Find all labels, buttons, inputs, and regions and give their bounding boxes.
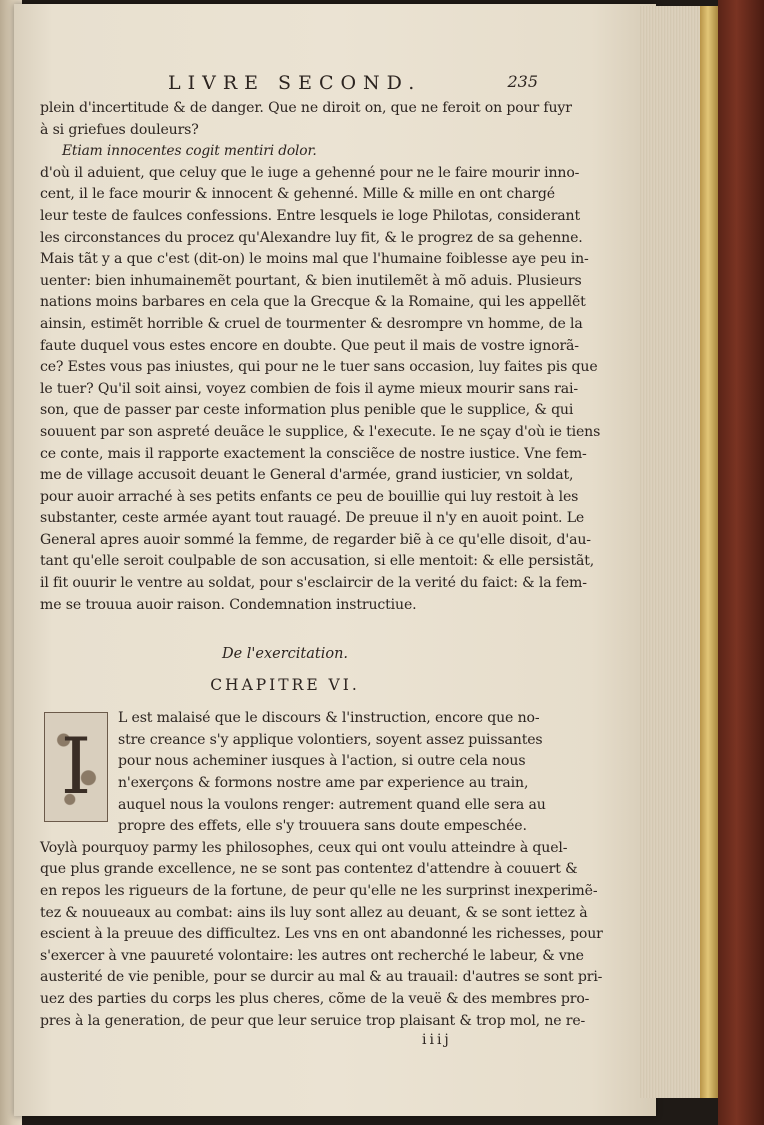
text-line: pour auoir arraché à ses petits enfants ce peu de bouillie qui luy restoit à les [40, 488, 579, 505]
text-line: leur teste de faulces confessions. Entre lesquels ie loge Philotas, considerant [40, 207, 580, 224]
text-line: n'exerçons & formons nostre ame par experience au train, [118, 775, 529, 792]
text-line: s'exercer à vne pauureté volontaire: les autres ont recherché le labeur, & vne [40, 947, 584, 964]
text-line: que plus grande excellence, ne se sont pas contentez d'attendre à couuert & [40, 861, 578, 878]
text-block [40, 72, 603, 1049]
spacer [40, 616, 530, 638]
text-line: son, que de passer par ceste information plus penible que le supplice, & qui [40, 402, 574, 419]
text-line: escient à la preuue des difficultez. Les vns en ont abandonné les richesses, pour [40, 926, 603, 943]
text-line: tez & nouueaux au combat: ains ils luy sont allez au deuant, & se sont iettez à [40, 904, 588, 921]
text-line: les circonstances du procez qu'Alexandre luy fit, & le progrez de sa gehenne. [40, 229, 583, 246]
chapter-heading: CHAPITRE VI. [210, 676, 360, 695]
text-line: Voylà pourquoy parmy les philosophes, ceux qui ont voulu atteindre à quel- [40, 839, 568, 856]
text-line: souuent par son aspreté deuãce le supplice, & l'execute. Ie ne sçay d'où ie tiens [40, 423, 601, 440]
text-line: à si griefues douleurs? [40, 121, 199, 138]
running-head [40, 72, 538, 98]
running-head-title: LIVRE SECOND. [168, 72, 422, 94]
ornamental-initial [44, 712, 108, 822]
text-line: nations moins barbares en cela que la Grecque & la Romaine, qui les appellẽt [40, 294, 586, 311]
text-line: stre creance s'y applique volontiers, soyent assez puissantes [118, 731, 543, 748]
signature-mark: iiij [422, 1032, 452, 1049]
text-line: propre des effets, elle s'y trouuera sans doute empeschée. [118, 818, 527, 835]
text-line: me de village accusoit deuant le General d'armée, grand iusticier, vn soldat, [40, 467, 574, 484]
text-line: L est malaisé que le discours & l'instruction, encore que no- [118, 710, 540, 727]
text-line: uenter: bien inhumainemẽt pourtant, & bien inutilemẽt à mõ aduis. Plusieurs [40, 272, 582, 289]
text-line: me se trouua auoir raison. Condemnation instructiue. [40, 596, 417, 613]
text-line: pour nous acheminer iusques à l'action, si outre cela nous [118, 753, 526, 770]
text-line: uez des parties du corps les plus cheres, cõme de la veuë & des membres pro- [40, 990, 590, 1007]
text-line: d'où il aduient, que celuy que le iuge a gehenné pour ne le faire mourir inno- [40, 164, 580, 181]
text-line: General apres auoir sommé la femme, de regarder biẽ à ce qu'elle disoit, d'au- [40, 531, 591, 548]
text-line: cent, il le face mourir & innocent & gehenné. Mille & mille en ont chargé [40, 186, 555, 203]
text-line: pres à la generation, de peur que leur seruice trop plaisant & trop mol, ne re- [40, 1012, 586, 1029]
latin-quotation: Etiam innocentes cogit mentiri dolor. [62, 143, 317, 160]
text-line: auquel nous la voulons renger: autrement quand elle sera au [118, 796, 546, 813]
text-line: le tuer? Qu'il soit ainsi, voyez combien de fois il ayme mieux mourir sans rai- [40, 380, 578, 397]
text-line: faute duquel vous estes encore en doubte. Que peut il mais de vostre ignorã- [40, 337, 579, 354]
text-line: il fit ouurir le ventre au soldat, pour s'esclaircir de la verité du faict: & la fem- [40, 575, 587, 592]
text-line: ce? Estes vous pas iniustes, qui pour ne le tuer sans occasion, luy faites pis que [40, 359, 598, 376]
text-line: austerité de vie penible, pour se durcir au mal & au trauail: d'autres se sont pri- [40, 969, 603, 986]
gilt-edge [700, 6, 720, 1098]
text-line: plein d'incertitude & de danger. Que ne diroit on, que ne feroit on pour fuyr [40, 100, 572, 116]
page-stack-edge [640, 6, 700, 1098]
text-line: tant qu'elle seroit coulpable de son accusation, si elle mentoit: & elle persistãt, [40, 553, 595, 570]
section-title: De l'exercitation. [221, 646, 349, 663]
text-line: Mais tãt y a que c'est (dit-on) le moins mal que l'humaine foiblesse aye peu in- [40, 251, 589, 268]
text-line: en repos les rigueurs de la fortune, de peur qu'elle ne les surprinst inexperimẽ- [40, 883, 598, 899]
page-number: 235 [507, 72, 538, 91]
ornamental-initial-letter: I [60, 722, 92, 813]
leather-cover [718, 0, 764, 1125]
text-line: ce conte, mais il rapporte exactement la consciẽce de nostre iustice. Vne fem- [40, 445, 587, 462]
text-line: substanter, ceste armée ayant tout rauagé. De preuue il n'y en auoit point. Le [40, 510, 585, 527]
text-line: ainsin, estimẽt horrible & cruel de tourmenter & desrompre vn homme, de la [40, 315, 583, 332]
